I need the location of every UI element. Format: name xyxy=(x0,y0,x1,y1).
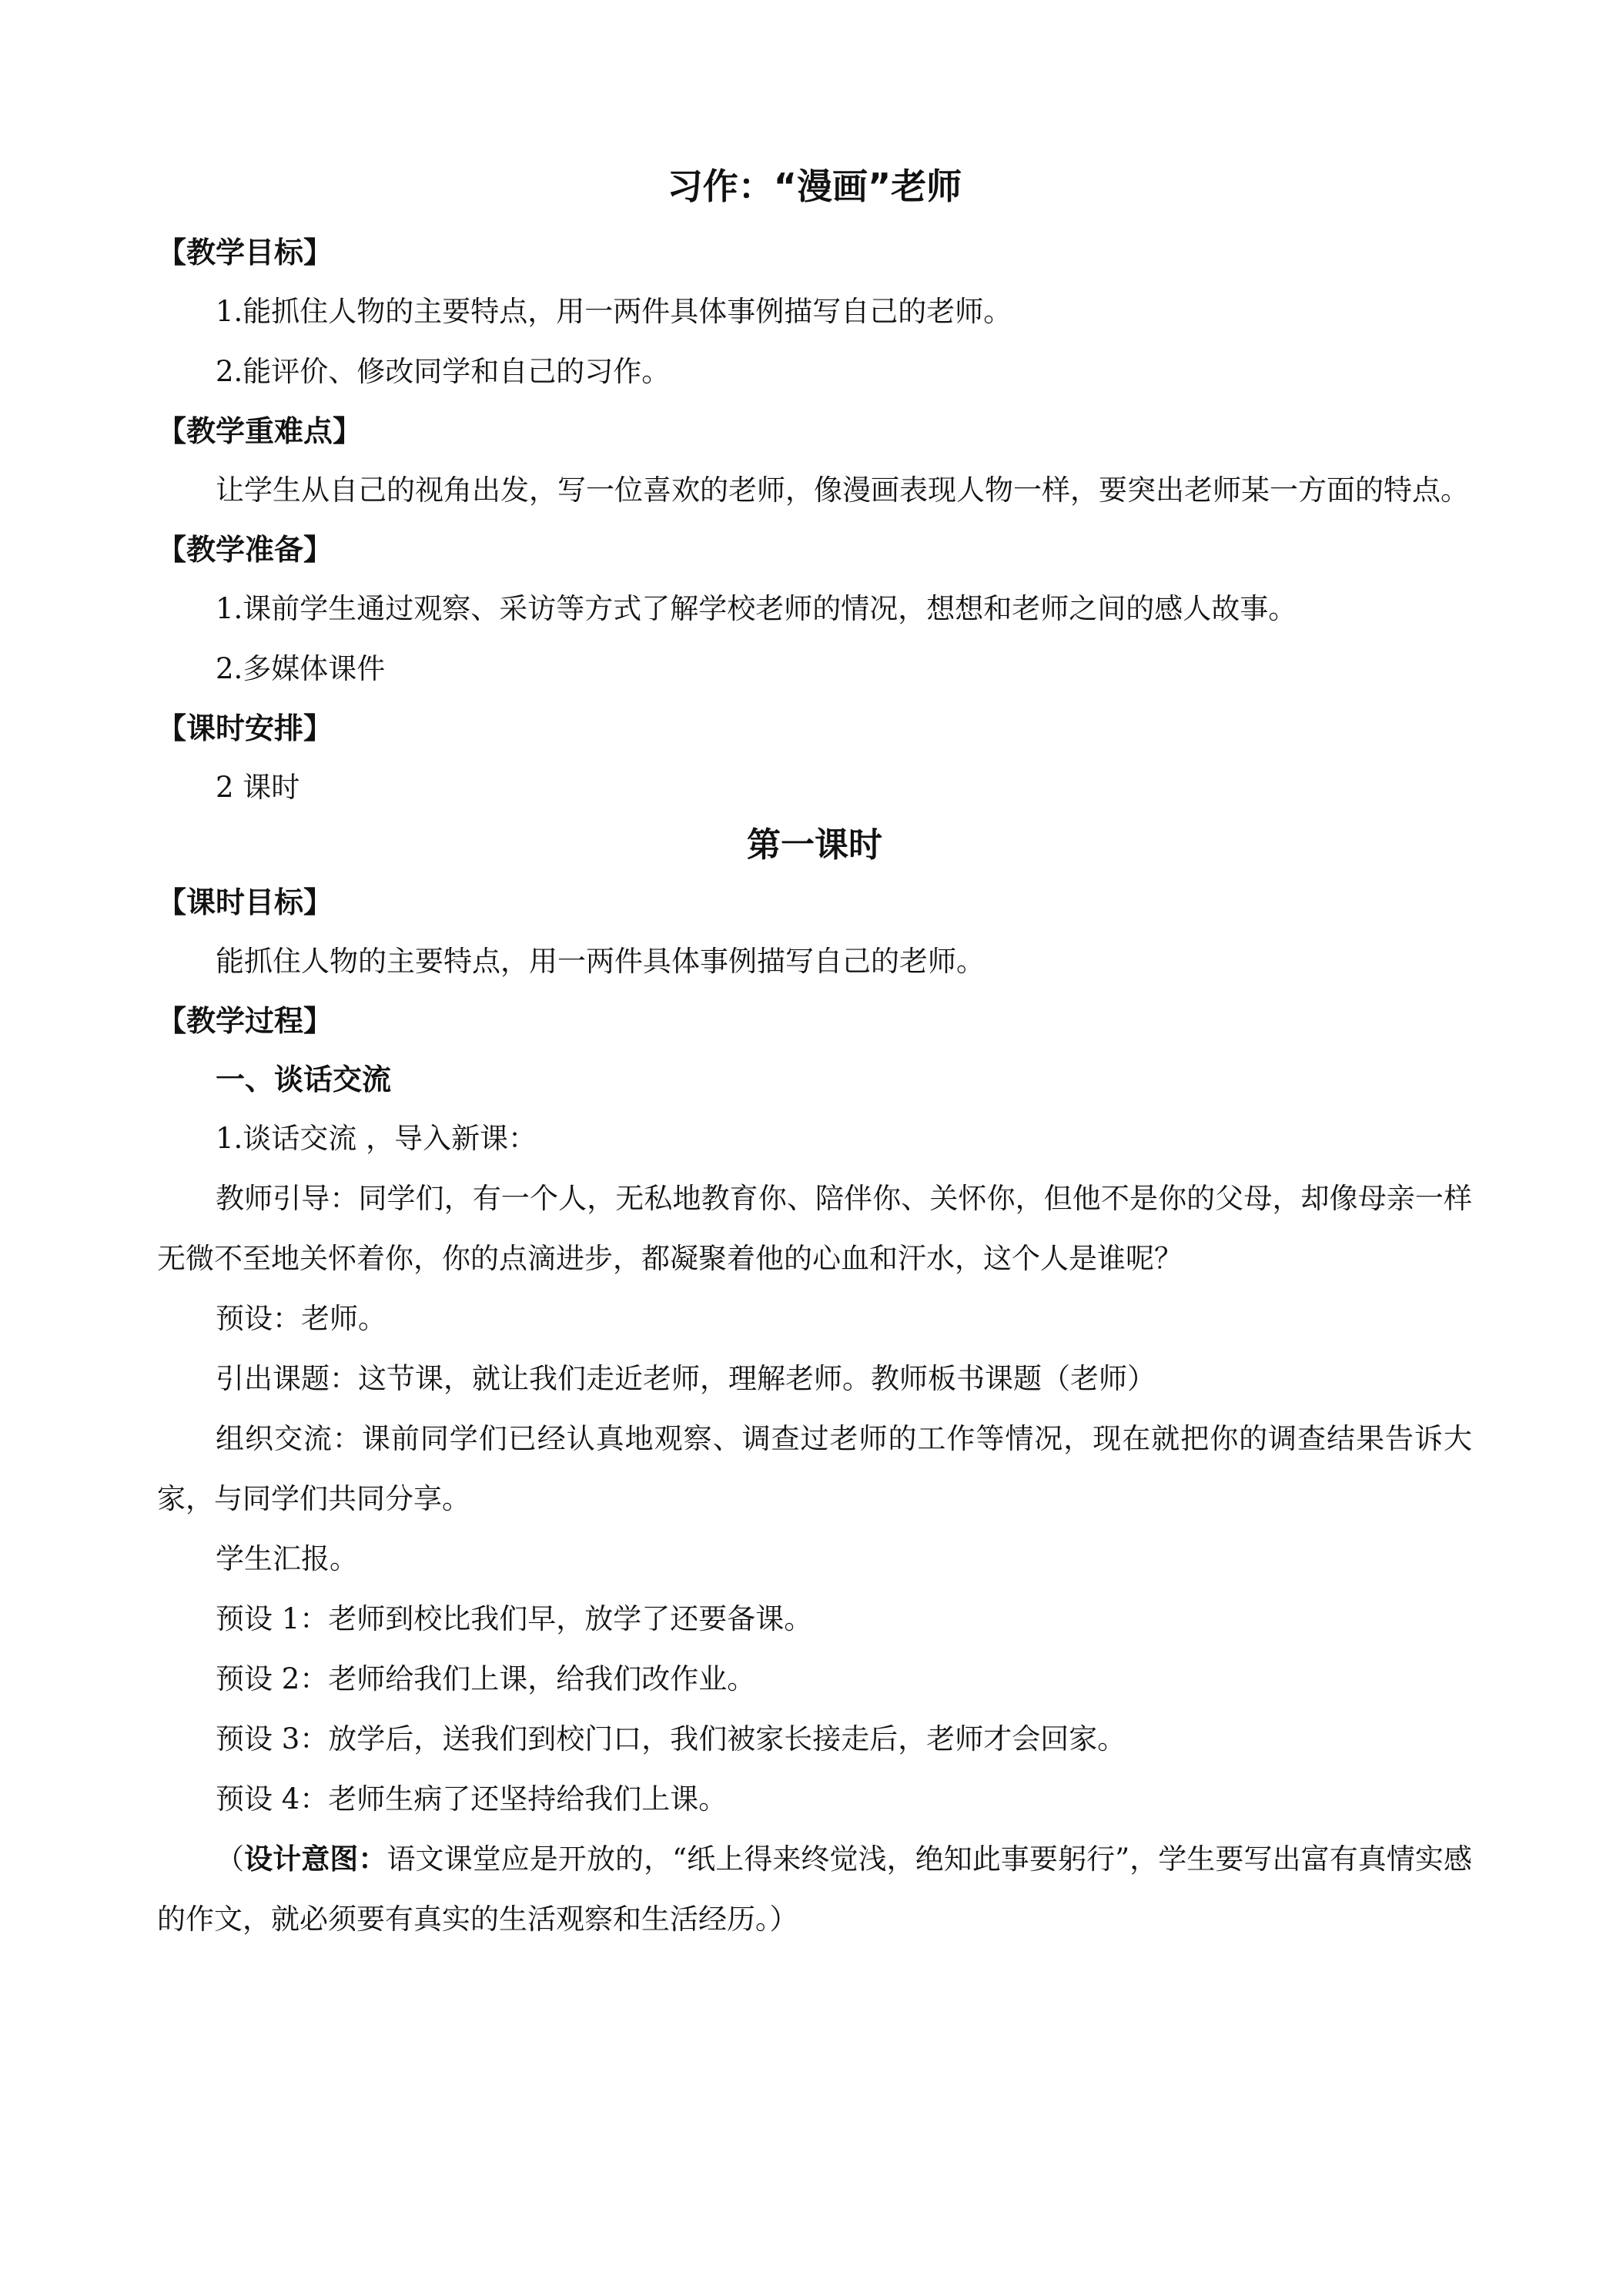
design-note-open-paren: （ xyxy=(216,1842,245,1876)
design-note-label: 设计意图： xyxy=(244,1842,387,1876)
process-paragraph-2: 教师引导：同学们，有一个人，无私地教育你、陪伴你、关怀你，但他不是你的父母，却像母亲一样无微不至地关怀着你，你的点滴进步，都凝聚着他的心血和汗水，这个人是谁呢？ xyxy=(157,1182,1472,1275)
document-page xyxy=(157,162,1472,1950)
process-paragraph-5: 组织交流：课前同学们已经认真地观察、调查过老师的工作等情况，现在就把你的调查结果告诉大家，与同学们共同分享。 xyxy=(157,1422,1472,1515)
objective-item-1: 1.能抓住人物的主要特点，用一两件具体事例描写自己的老师。 xyxy=(216,295,1012,328)
section1-heading: 一、谈话交流 xyxy=(216,1063,392,1096)
process-paragraph-6: 学生汇报。 xyxy=(216,1542,358,1575)
process-paragraph-9: 预设 3：放学后，送我们到校门口，我们被家长接走后，老师才会回家。 xyxy=(216,1722,1126,1755)
preparation-heading: 【教学准备】 xyxy=(157,533,333,567)
process-paragraph-1: 1.谈话交流 ，导入新课： xyxy=(216,1122,537,1155)
design-note xyxy=(157,1829,1472,1950)
lesson1-objective-heading: 【课时目标】 xyxy=(157,885,333,919)
process-paragraph-4: 引出课题：这节课，就让我们走近老师，理解老师。教师板书课题（老师） xyxy=(216,1362,1156,1395)
design-note-text: 语文课堂应是开放的，“纸上得来终觉浅，绝知此事要躬行”，学生要写出富有真情实感的作文，就必须要有真实的生活观察和生活经历。） xyxy=(157,1842,1472,1936)
schedule-heading: 【课时安排】 xyxy=(157,711,333,745)
preparation-item-2: 2.多媒体课件 xyxy=(216,652,386,685)
process-paragraph-3: 预设：老师。 xyxy=(216,1302,387,1335)
document-title: 习作：“漫画”老师 xyxy=(667,166,962,207)
lesson1-title: 第一课时 xyxy=(747,825,882,865)
schedule-text: 2 课时 xyxy=(216,771,300,804)
key-points-text: 让学生从自己的视角出发，写一位喜欢的老师，像漫画表现人物一样，要突出老师某一方面的特点。 xyxy=(216,474,1469,507)
process-heading: 【教学过程】 xyxy=(157,1004,333,1038)
process-paragraph-7: 预设 1：老师到校比我们早，放学了还要备课。 xyxy=(216,1602,813,1635)
lesson1-objective-text: 能抓住人物的主要特点，用一两件具体事例描写自己的老师。 xyxy=(216,945,985,978)
process-paragraph-8: 预设 2：老师给我们上课，给我们改作业。 xyxy=(216,1662,756,1695)
objective-item-2: 2.能评价、修改同学和自己的习作。 xyxy=(216,355,671,388)
process-paragraph-10: 预设 4：老师生病了还坚持给我们上课。 xyxy=(216,1782,728,1816)
objectives-heading: 【教学目标】 xyxy=(157,236,333,269)
key-points-heading: 【教学重难点】 xyxy=(157,414,363,448)
preparation-item-1: 1.课前学生通过观察、采访等方式了解学校老师的情况，想想和老师之间的感人故事。 xyxy=(216,592,1297,625)
